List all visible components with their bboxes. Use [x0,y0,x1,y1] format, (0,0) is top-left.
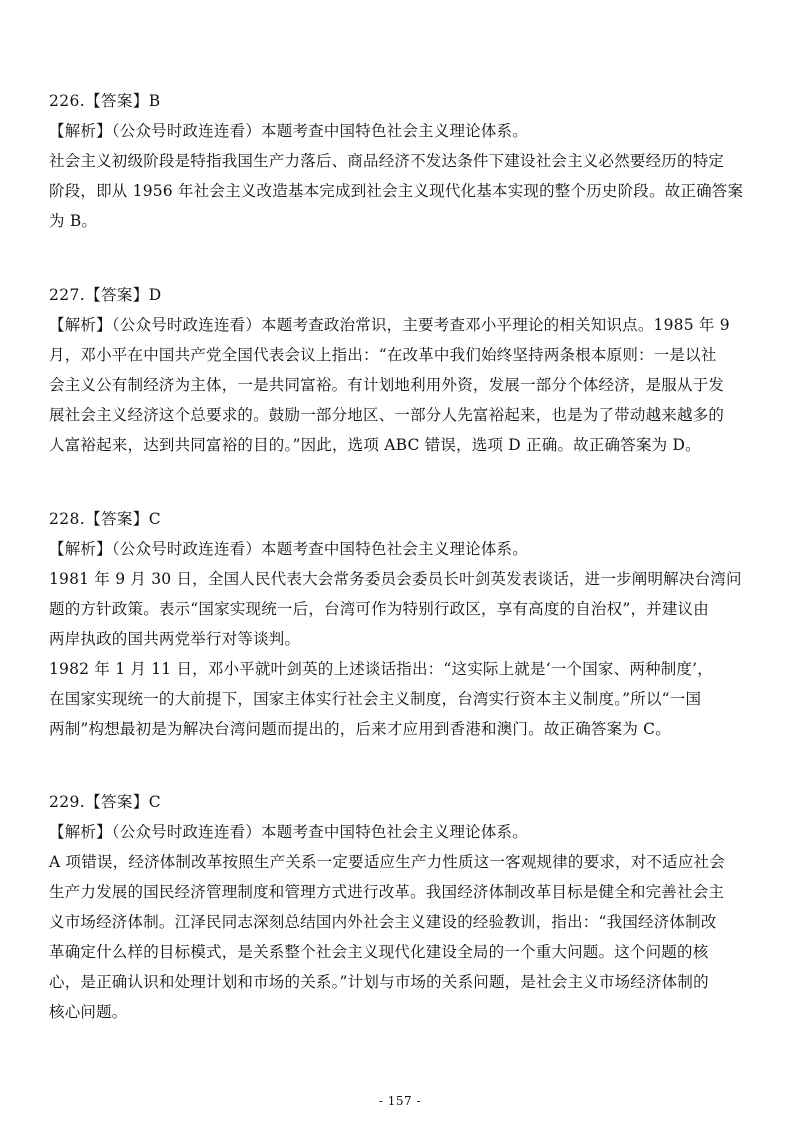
analysis-line: 两制”构想最初是为解决台湾问题而提出的，后来才应用到香港和澳门。故正确答案为 C。 [49,720,671,738]
question-229 [49,787,761,1027]
question-226 [49,86,761,236]
analysis-line: 会主义公有制经济为主体，一是共同富裕。有计划地利用外资，发展一部分个体经济，是服从于发 [49,376,725,394]
analysis-line: 社会主义初级阶段是特指我国生产力落后、商品经济不发达条件下建设社会主义必然要经历的特定 [49,152,725,170]
answer-header: 229.【答案】C [49,793,161,811]
analysis-line: 月，邓小平在中国共产党全国代表会议上指出：“在改革中我们始终坚持两条根本原则：一是以社 [49,346,717,364]
analysis-line: 【解析】（公众号时政连连看）本题考查中国特色社会主义理论体系。 [49,540,528,558]
page-number: - 157 - [378,1094,422,1108]
section-spacer [49,744,761,787]
question-228 [49,504,761,744]
answer-header: 228.【答案】C [49,510,161,528]
analysis-line: A 项错误，经济体制改革按照生产关系一定要适应生产力性质这一客观规律的要求，对不适应社会 [49,853,725,871]
analysis-line: 阶段，即从 1956 年社会主义改造基本完成到社会主义现代化基本实现的整个历史阶段。故正确答案 [49,182,744,200]
analysis-line: 【解析】（公众号时政连连看）本题考查中国特色社会主义理论体系。 [49,122,528,140]
analysis-line: 题的方针政策。表示“国家实现统一后，台湾可作为特别行政区，享有高度的自治权”，并建议由 [49,600,709,618]
section-spacer [49,460,761,504]
analysis-line: 生产力发展的国民经济管理制度和管理方式进行改革。我国经济体制改革目标是健全和完善社会主 [49,883,725,901]
analysis-line: 革确定什么样的目标模式，是关系整个社会主义现代化建设全局的一个重大问题。这个问题的核 [49,943,709,961]
analysis-line: 心，是正确认识和处理计划和市场的关系。”计划与市场的关系问题，是社会主义市场经济体制的 [49,973,709,991]
analysis-line: 【解析】（公众号时政连连看）本题考查政治常识，主要考查邓小平理论的相关知识点。1985 年 9 [49,316,730,334]
analysis-line: 【解析】（公众号时政连连看）本题考查中国特色社会主义理论体系。 [49,823,528,841]
analysis-line: 核心问题。 [49,1003,128,1021]
question-227 [49,280,761,460]
answer-header: 227.【答案】D [49,286,162,304]
analysis-line: 为 B。 [49,212,98,230]
section-spacer [49,236,761,280]
analysis-line: 在国家实现统一的大前提下，国家主体实行社会主义制度，台湾实行资本主义制度。”所以“一国 [49,690,702,708]
analysis-line: 展社会主义经济这个总要求的。鼓励一部分地区、一部分人先富裕起来，也是为了带动越来越多的 [49,406,725,424]
analysis-line: 义市场经济体制。江泽民同志深刻总结国内外社会主义建设的经验教训，指出：“我国经济体制改 [49,913,717,931]
answer-header: 226.【答案】B [49,92,161,110]
analysis-line: 人富裕起来，达到共同富裕的目的。”因此，选项 ABC 错误，选项 D 正确。故正确答案为 D。 [49,436,701,454]
document-page [49,86,761,1027]
analysis-line: 两岸执政的国共两党举行对等谈判。 [49,630,301,648]
analysis-line: 1981 年 9 月 30 日，全国人民代表大会常务委员会委员长叶剑英发表谈话，进一步阐明解决台湾问 [49,570,742,588]
analysis-line: 1982 年 1 月 11 日，邓小平就叶剑英的上述谈话指出：“这实际上就是‘一个国家、两种制度’， [49,660,713,678]
